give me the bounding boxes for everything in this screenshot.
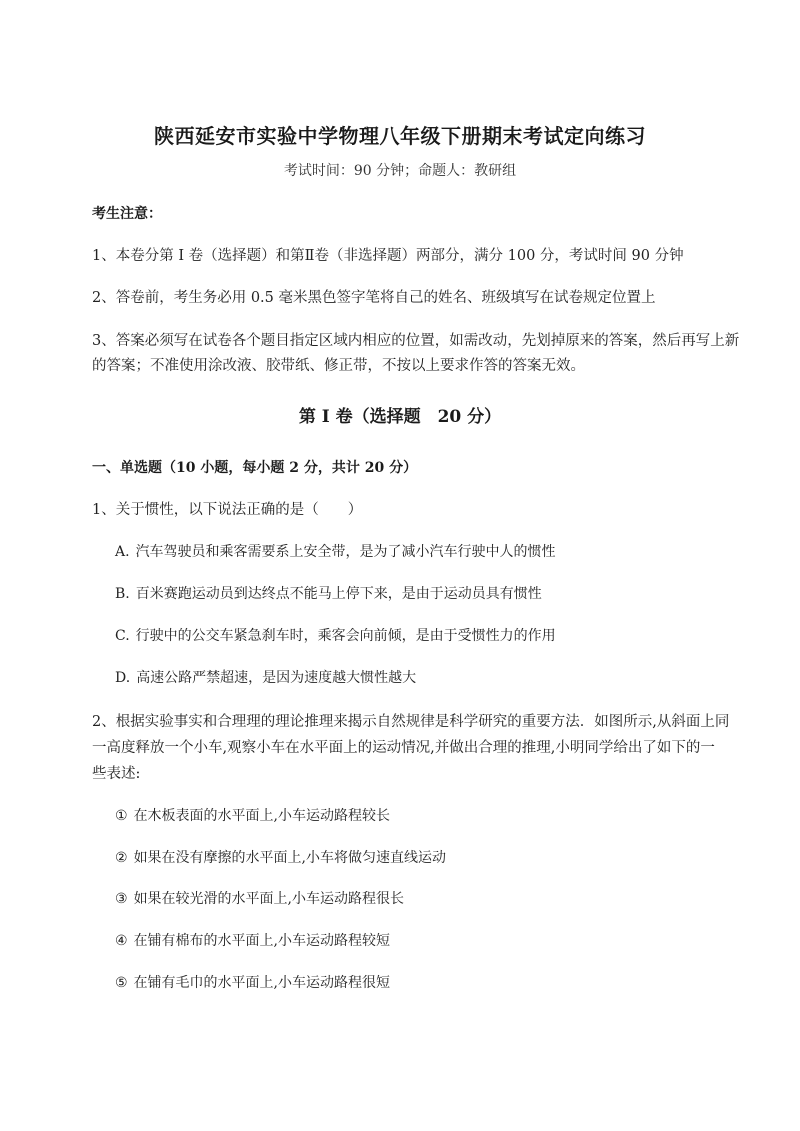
question-2-statement-3 (115, 888, 404, 908)
question-1-option-c (115, 625, 556, 645)
question-2-statement-1 (115, 805, 390, 825)
question-1-option-d (115, 667, 416, 687)
statement-text: 如果在较光滑的水平面上,小车运动路程很长 (133, 891, 405, 907)
notice-item-2: 2、答卷前，考生务必用 0.5 毫米黑色签字笔将自己的姓名、班级填写在试卷规定位置上 (92, 290, 656, 306)
question-2-statement-5 (115, 972, 390, 992)
question-1-option-a (115, 541, 556, 561)
exam-title: 陕西延安市实验中学物理八年级下册期末考试定向练习 (154, 124, 646, 148)
statement-text: 如果在没有摩擦的水平面上,小车将做匀速直线运动 (133, 850, 447, 866)
statement-marker: ③ (115, 891, 128, 907)
option-letter: D. (115, 670, 131, 686)
question-2-statement-4 (115, 930, 390, 950)
question-2-stem-line-2: 一高度释放一个小车,观察小车在水平面上的运动情况,并做出合理的推理,小明同学给出了如下的一 (92, 740, 715, 756)
option-letter: C. (115, 628, 130, 644)
statement-marker: ④ (115, 933, 128, 949)
statement-marker: ⑤ (115, 975, 128, 991)
notice-item-3-line-1: 3、答案必须写在试卷各个题目指定区域内相应的位置，如需改动，先划掉原来的答案，然后再写上新 (92, 333, 740, 349)
option-letter: A. (115, 544, 130, 560)
question-1-stem: 1、关于惯性，以下说法正确的是（ ） (92, 502, 363, 518)
statement-text: 在木板表面的水平面上,小车运动路程较长 (133, 808, 391, 824)
option-text: 百米赛跑运动员到达终点不能马上停下来，是由于运动员具有惯性 (135, 586, 542, 602)
exam-subtitle: 考试时间：90 分钟；命题人：教研组 (283, 163, 517, 179)
notice-heading: 考生注意： (92, 206, 162, 222)
notice-item-1: 1、本卷分第 I 卷（选择题）和第Ⅱ卷（非选择题）两部分，满分 100 分，考试时间 90 分钟 (92, 248, 684, 264)
statement-marker: ② (115, 850, 128, 866)
option-text: 汽车驾驶员和乘客需要系上安全带，是为了减小汽车行驶中人的惯性 (135, 544, 556, 560)
section-title: 第 I 卷（选择题 20 分） (298, 407, 502, 427)
question-2-stem-line-3: 些表述: (92, 766, 141, 782)
option-letter: B. (115, 586, 130, 602)
question-2-statement-2 (115, 847, 446, 867)
notice-item-3-line-2: 的答案；不准使用涂改液、胶带纸、修正带，不按以上要求作答的答案无效。 (92, 358, 585, 374)
question-1-option-b (115, 583, 542, 603)
part-heading: 一、单选题（10 小题，每小题 2 分，共计 20 分） (92, 460, 418, 476)
statement-text: 在铺有毛巾的水平面上,小车运动路程很短 (133, 975, 391, 991)
option-text: 高速公路严禁超速，是因为速度越大惯性越大 (136, 670, 417, 686)
statement-text: 在铺有棉布的水平面上,小车运动路程较短 (133, 933, 391, 949)
option-text: 行驶中的公交车紧急刹车时，乘客会向前倾，是由于受惯性力的作用 (135, 628, 556, 644)
statement-marker: ① (115, 808, 128, 824)
question-2-stem-line-1: 2、根据实验事实和合理理的理论推理来揭示自然规律是科学研究的重要方法．如图所示,从斜面上同 (92, 714, 730, 730)
